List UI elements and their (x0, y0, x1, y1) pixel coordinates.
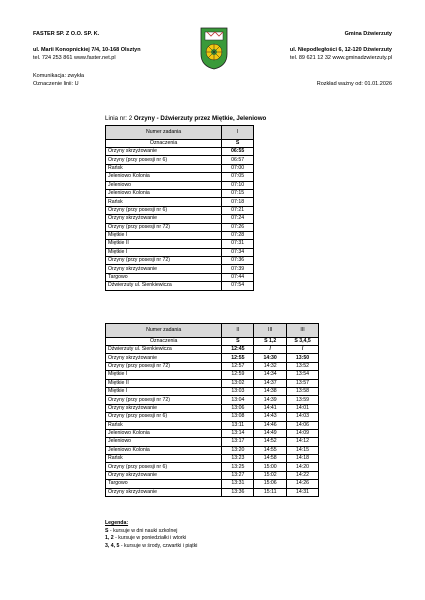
line-mark: Oznaczenie linii: U (33, 81, 79, 87)
stop-name: Jeleniowo (106, 438, 222, 446)
table-row (106, 181, 254, 189)
municipality-contact: tel. 89 621 12 32 www.gminadzwierzuty.pl (289, 55, 392, 61)
departure-time: 14:38 (254, 387, 287, 395)
departure-time: 14:52 (254, 438, 287, 446)
table-row (106, 404, 319, 412)
stop-name: Miętkie I (106, 371, 222, 379)
stop-name: Orzyny (przy posesji nr 6) (106, 413, 222, 421)
legend-text: - kursuje w środy, czwartki i piątki (119, 542, 198, 549)
departure-time: 14:49 (254, 429, 287, 437)
stop-name: Orzyny skrzyżowanie (106, 215, 222, 223)
stop-name: Orzyny (przy posesji nr 72) (106, 223, 222, 231)
departure-time: 15:11 (254, 488, 287, 496)
departure-time: 13:57 (287, 379, 319, 387)
table-row (106, 148, 254, 156)
task-number-label: Numer zadania (106, 126, 222, 140)
communication-type: Komunikacja: zwykła (33, 73, 85, 79)
legend-title: Legenda: (105, 520, 129, 526)
table-row (106, 371, 319, 379)
stop-name: Miętkie I (106, 248, 222, 256)
stop-name: Jeleniowo Kolonia (106, 189, 222, 197)
departure-time: 13:14 (222, 429, 254, 437)
departure-time: 12:59 (222, 371, 254, 379)
valid-from: Rozkład ważny od: 01.01.2026 (316, 81, 392, 87)
departure-time: 14:12 (287, 438, 319, 446)
legend-code: 1, 2 (105, 535, 114, 541)
stop-name: Orzyny (przy posesji nr 72) (106, 396, 222, 404)
stop-name: Orzyny (przy posesji nr 6) (106, 156, 222, 164)
table-row (106, 362, 319, 370)
departure-time: 14:15 (287, 446, 319, 454)
table-row (106, 463, 319, 471)
table-row (106, 488, 319, 496)
departure-time: 14:55 (254, 446, 287, 454)
legend-item (105, 528, 197, 536)
stop-name: Dźwierzuty ul. Sienkiewicza (106, 346, 222, 354)
table-row (106, 273, 254, 281)
stop-name: Orzyny skrzyżowanie (106, 471, 222, 479)
stop-name: Miętkie II (106, 379, 222, 387)
departure-time: 13:20 (222, 446, 254, 454)
table-row (106, 421, 319, 429)
stop-name: Orzyny (przy posesji nr 72) (106, 362, 222, 370)
departure-time: 14:41 (254, 404, 287, 412)
task-number-label: Numer zadania (106, 324, 222, 338)
departure-time: 13:31 (222, 480, 254, 488)
departure-time: 07:54 (222, 282, 254, 290)
departure-time: 14:32 (254, 362, 287, 370)
stop-name: Targowo (106, 273, 222, 281)
timetable-1 (105, 125, 254, 291)
departure-time: 07:26 (222, 223, 254, 231)
departure-time: / (287, 346, 319, 354)
table-row (106, 231, 254, 239)
departure-time: 13:52 (287, 362, 319, 370)
stop-name: Miętkie II (106, 240, 222, 248)
departure-time: 07:28 (222, 231, 254, 239)
stop-name: Orzyny (przy posesji nr 6) (106, 463, 222, 471)
table-row (106, 198, 254, 206)
marks-label: Oznaczenia (106, 338, 222, 346)
departure-time: 07:05 (222, 173, 254, 181)
stop-name: Orzyny (przy posesji nr 72) (106, 257, 222, 265)
departure-time: 14:39 (254, 396, 287, 404)
departure-time: 13:58 (287, 387, 319, 395)
legend-item (105, 543, 197, 551)
departure-time: 13:03 (222, 387, 254, 395)
departure-time: 14:37 (254, 379, 287, 387)
mark: S (222, 338, 254, 346)
departure-time: 14:20 (287, 463, 319, 471)
stop-name: Miętkie I (106, 387, 222, 395)
table-row (106, 265, 254, 273)
departure-time: 14:26 (287, 480, 319, 488)
departure-time: 14:22 (287, 471, 319, 479)
legend-code: S (105, 527, 109, 534)
table-row (106, 379, 319, 387)
table-row (106, 282, 254, 290)
departure-time: 13:17 (222, 438, 254, 446)
departure-time: 12:45 (222, 346, 254, 354)
departure-time: 12:55 (222, 354, 254, 362)
departure-time: 15:02 (254, 471, 287, 479)
departure-time: 06:57 (222, 156, 254, 164)
departure-time: 14:34 (254, 371, 287, 379)
departure-time: 07:21 (222, 206, 254, 214)
departure-time: 07:10 (222, 181, 254, 189)
table-row (106, 248, 254, 256)
table-row (106, 240, 254, 248)
mark: S 3,4,5 (287, 338, 319, 346)
legend-text: - kursuje w poniedziałki i wtorki (113, 535, 187, 541)
departure-time: 07:39 (222, 265, 254, 273)
departure-time: 13:27 (222, 471, 254, 479)
legend-code: 3, 4, 5 (105, 542, 120, 549)
departure-time: 07:24 (222, 215, 254, 223)
stop-name: Orzyny skrzyżowanie (106, 265, 222, 273)
departure-time: 13:23 (222, 455, 254, 463)
table-row (106, 354, 319, 362)
company-address: ul. Marii Konopnickiej 7/4, 10-168 Olsztyn (33, 47, 141, 53)
table-row (106, 438, 319, 446)
departure-time: 14:58 (254, 455, 287, 463)
departure-time: 14:01 (287, 404, 319, 412)
table-row (106, 189, 254, 197)
stop-name: Orzyny skrzyżowanie (106, 354, 222, 362)
departure-time: 13:11 (222, 421, 254, 429)
departure-time: 13:06 (222, 404, 254, 412)
table-row (106, 206, 254, 214)
departure-time: 13:50 (287, 354, 319, 362)
departure-time: 13:25 (222, 463, 254, 471)
departure-time: 13:36 (222, 488, 254, 496)
line-route: Orzyny - Dźwierzuty przez Miętkie, Jeleniowo (133, 115, 267, 122)
stop-name: Jeleniowo (106, 181, 222, 189)
stop-name: Jeleniowo Kolonia (106, 173, 222, 181)
departure-time: 14:09 (287, 429, 319, 437)
departure-time: 14:46 (254, 421, 287, 429)
table-row (106, 387, 319, 395)
departure-time: 15:06 (254, 480, 287, 488)
stop-name: Targowo (106, 480, 222, 488)
departure-time: 13:59 (287, 396, 319, 404)
stop-name: Rańsk (106, 198, 222, 206)
table-row (106, 215, 254, 223)
stop-name: Rańsk (106, 421, 222, 429)
timetable-2 (105, 323, 319, 497)
table-row (106, 223, 254, 231)
table-row (106, 446, 319, 454)
departure-time: 14:43 (254, 413, 287, 421)
table-row (106, 480, 319, 488)
company-name: FASTER SP. Z O.O. SP. K. (33, 31, 100, 37)
stop-name: Jeleniowo Kolonia (106, 429, 222, 437)
departure-time: 15:00 (254, 463, 287, 471)
stop-name: Dźwierzuty ul. Sienkiewicza (106, 282, 222, 290)
departure-time: 12:57 (222, 362, 254, 370)
stop-name: Rańsk (106, 455, 222, 463)
line-number: Linia nr: 2 (105, 115, 133, 122)
table-row (106, 429, 319, 437)
stop-name: Miętkie I (106, 231, 222, 239)
table-row (106, 156, 254, 164)
departure-time: 13:04 (222, 396, 254, 404)
marks-label: Oznaczenia (106, 140, 222, 148)
departure-time: 07:18 (222, 198, 254, 206)
stop-name: Rańsk (106, 164, 222, 172)
departure-time: / (254, 346, 287, 354)
departure-time: 14:03 (287, 413, 319, 421)
departure-time: 14:18 (287, 455, 319, 463)
line-title (105, 115, 266, 123)
table-row (106, 164, 254, 172)
stop-name: Jeleniowo Kolonia (106, 446, 222, 454)
stop-name: Orzyny (przy posesji nr 6) (106, 206, 222, 214)
company-contact: tel. 724 253 861 www.faster.net.pl (33, 55, 116, 61)
stop-name: Orzyny skrzyżowanie (106, 488, 222, 496)
table-row (106, 257, 254, 265)
table-row (106, 346, 319, 354)
legend (105, 520, 197, 550)
municipality-address: ul. Niepodległości 6, 12-120 Dźwierzuty (289, 47, 392, 53)
table-row (106, 413, 319, 421)
departure-time: 07:44 (222, 273, 254, 281)
departure-time: 13:02 (222, 379, 254, 387)
task-number: II (222, 324, 254, 338)
departure-time: 14:30 (254, 354, 287, 362)
stop-name: Orzyny skrzyżowanie (106, 148, 222, 156)
departure-time: 07:34 (222, 248, 254, 256)
departure-time: 14:31 (287, 488, 319, 496)
legend-item (105, 535, 197, 543)
departure-time: 14:06 (287, 421, 319, 429)
municipality-coat-of-arms-icon (199, 26, 229, 70)
departure-time: 06:55 (222, 148, 254, 156)
stop-name: Orzyny skrzyżowanie (106, 404, 222, 412)
departure-time: 07:00 (222, 164, 254, 172)
departure-time: 07:36 (222, 257, 254, 265)
task-number: I (222, 126, 254, 140)
departure-time: 13:08 (222, 413, 254, 421)
table-row (106, 396, 319, 404)
task-number: III (287, 324, 319, 338)
legend-text: - kursuje w dni nauki szkolnej (108, 527, 178, 534)
departure-time: 07:31 (222, 240, 254, 248)
table-row (106, 173, 254, 181)
mark: S 1,2 (254, 338, 287, 346)
departure-time: 07:15 (222, 189, 254, 197)
table-row (106, 455, 319, 463)
table-row (106, 471, 319, 479)
departure-time: 13:54 (287, 371, 319, 379)
municipality-name: Gmina Dźwierzuty (344, 31, 392, 37)
mark: S (222, 140, 254, 148)
task-number: III (254, 324, 287, 338)
